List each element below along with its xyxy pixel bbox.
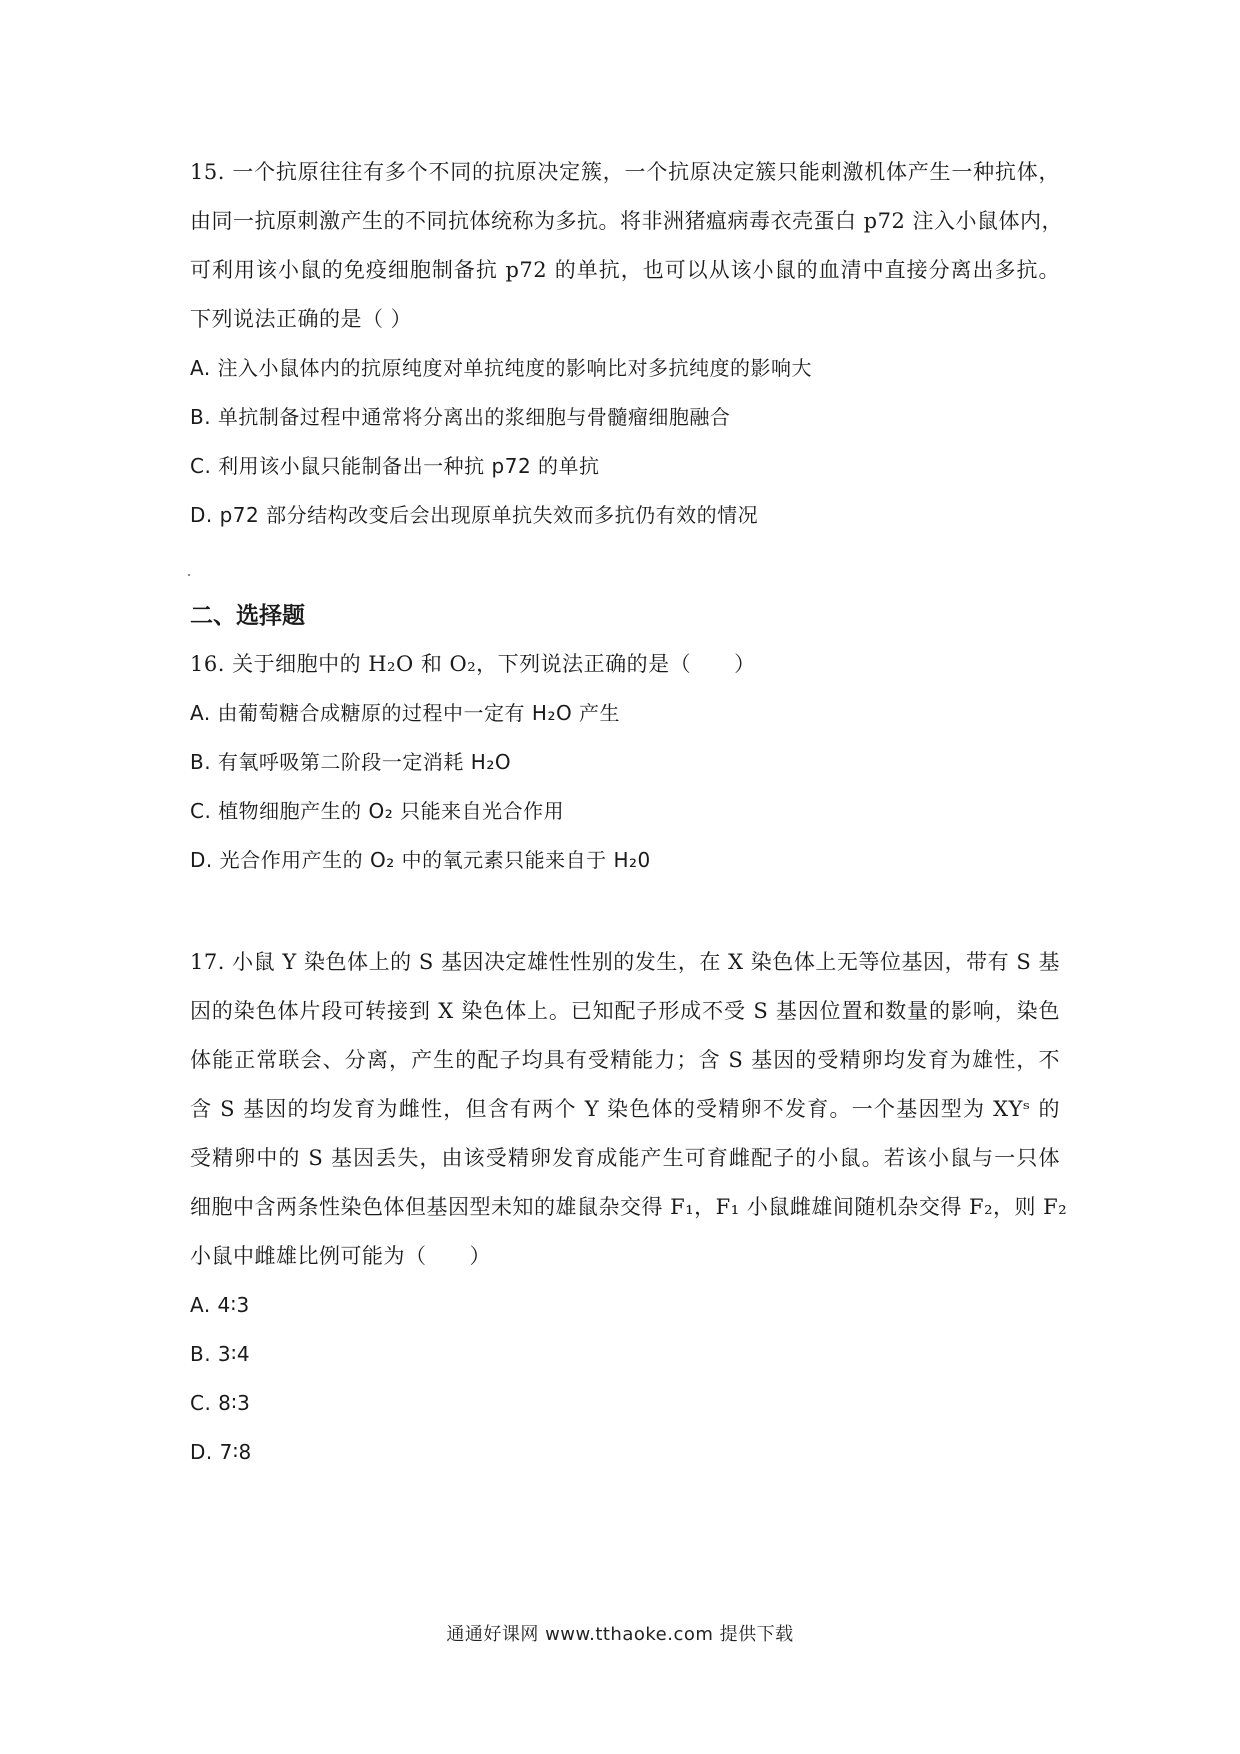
question-16-option-b: B. 有氧呼吸第二阶段一定消耗 H₂O — [190, 750, 512, 774]
question-15-option-d: D. p72 部分结构改变后会出现原单抗失效而多抗仍有效的情况 — [190, 503, 759, 527]
question-16-option-c: C. 植物细胞产生的 O₂ 只能来自光合作用 — [190, 799, 565, 823]
question-15-option-b: B. 单抗制备过程中通常将分离出的浆细胞与骨髓瘤细胞融合 — [190, 405, 731, 429]
question-17 — [190, 938, 1068, 1477]
question-17-line-2: 因的染色体片段可转接到 X 染色体上。已知配子形成不受 S 基因位置和数量的影响，染色 — [190, 999, 1060, 1023]
footer-text: 通通好课网 www.tthaoke.com 提供下载 — [446, 1624, 794, 1645]
question-15-line-1: 15. 一个抗原往往有多个不同的抗原决定簇，一个抗原决定簇只能刺激机体产生一种抗体， — [190, 160, 1060, 184]
question-15-line-4: 下列说法正确的是（ ） — [190, 307, 413, 331]
question-17-option-b: B. 3∶4 — [190, 1342, 251, 1366]
question-15 — [190, 148, 1064, 540]
question-17-option-c: C. 8∶3 — [190, 1391, 251, 1415]
question-15-line-2: 由同一抗原刺激产生的不同抗体统称为多抗。将非洲猪瘟病毒衣壳蛋白 p72 注入小鼠体内， — [190, 209, 1064, 233]
question-16-line-1: 16. 关于细胞中的 H₂O 和 O₂，下列说法正确的是（ ） — [190, 652, 756, 676]
question-16 — [190, 640, 1060, 885]
question-17-line-6: 细胞中含两条性染色体但基因型未知的雄鼠杂交得 F₁，F₁ 小鼠雌雄间随机杂交得 F₂，则 F₂ — [190, 1195, 1068, 1219]
question-17-line-7: 小鼠中雌雄比例可能为（ ） — [190, 1244, 491, 1268]
question-15-line-3: 可利用该小鼠的免疫细胞制备抗 p72 的单抗，也可以从该小鼠的血清中直接分离出多抗。 — [190, 258, 1060, 282]
question-17-option-d: D. 7∶8 — [190, 1440, 252, 1464]
stray-mark — [188, 574, 190, 576]
question-17-line-3: 体能正常联会、分离，产生的配子均具有受精能力；含 S 基因的受精卵均发育为雄性，不 — [190, 1048, 1060, 1072]
question-17-line-5: 受精卵中的 S 基因丢失，由该受精卵发育成能产生可育雌配子的小鼠。若该小鼠与一只体 — [190, 1146, 1060, 1170]
question-15-option-a: A. 注入小鼠体内的抗原纯度对单抗纯度的影响比对多抗纯度的影响大 — [190, 356, 813, 380]
question-16-option-d: D. 光合作用产生的 O₂ 中的氧元素只能来自于 H₂0 — [190, 848, 651, 872]
question-17-line-4: 含 S 基因的均发育为雌性，但含有两个 Y 染色体的受精卵不发育。一个基因型为 XYˢ 的 — [190, 1097, 1060, 1121]
section-title: 二、选择题 — [190, 603, 305, 629]
question-17-option-a: A. 4∶3 — [190, 1293, 250, 1317]
question-17-line-1: 17. 小鼠 Y 染色体上的 S 基因决定雄性性别的发生，在 X 染色体上无等位基因，带有 S 基 — [190, 950, 1060, 974]
question-16-option-a: A. 由葡萄糖合成糖原的过程中一定有 H₂O 产生 — [190, 701, 621, 725]
question-15-option-c: C. 利用该小鼠只能制备出一种抗 p72 的单抗 — [190, 454, 600, 478]
